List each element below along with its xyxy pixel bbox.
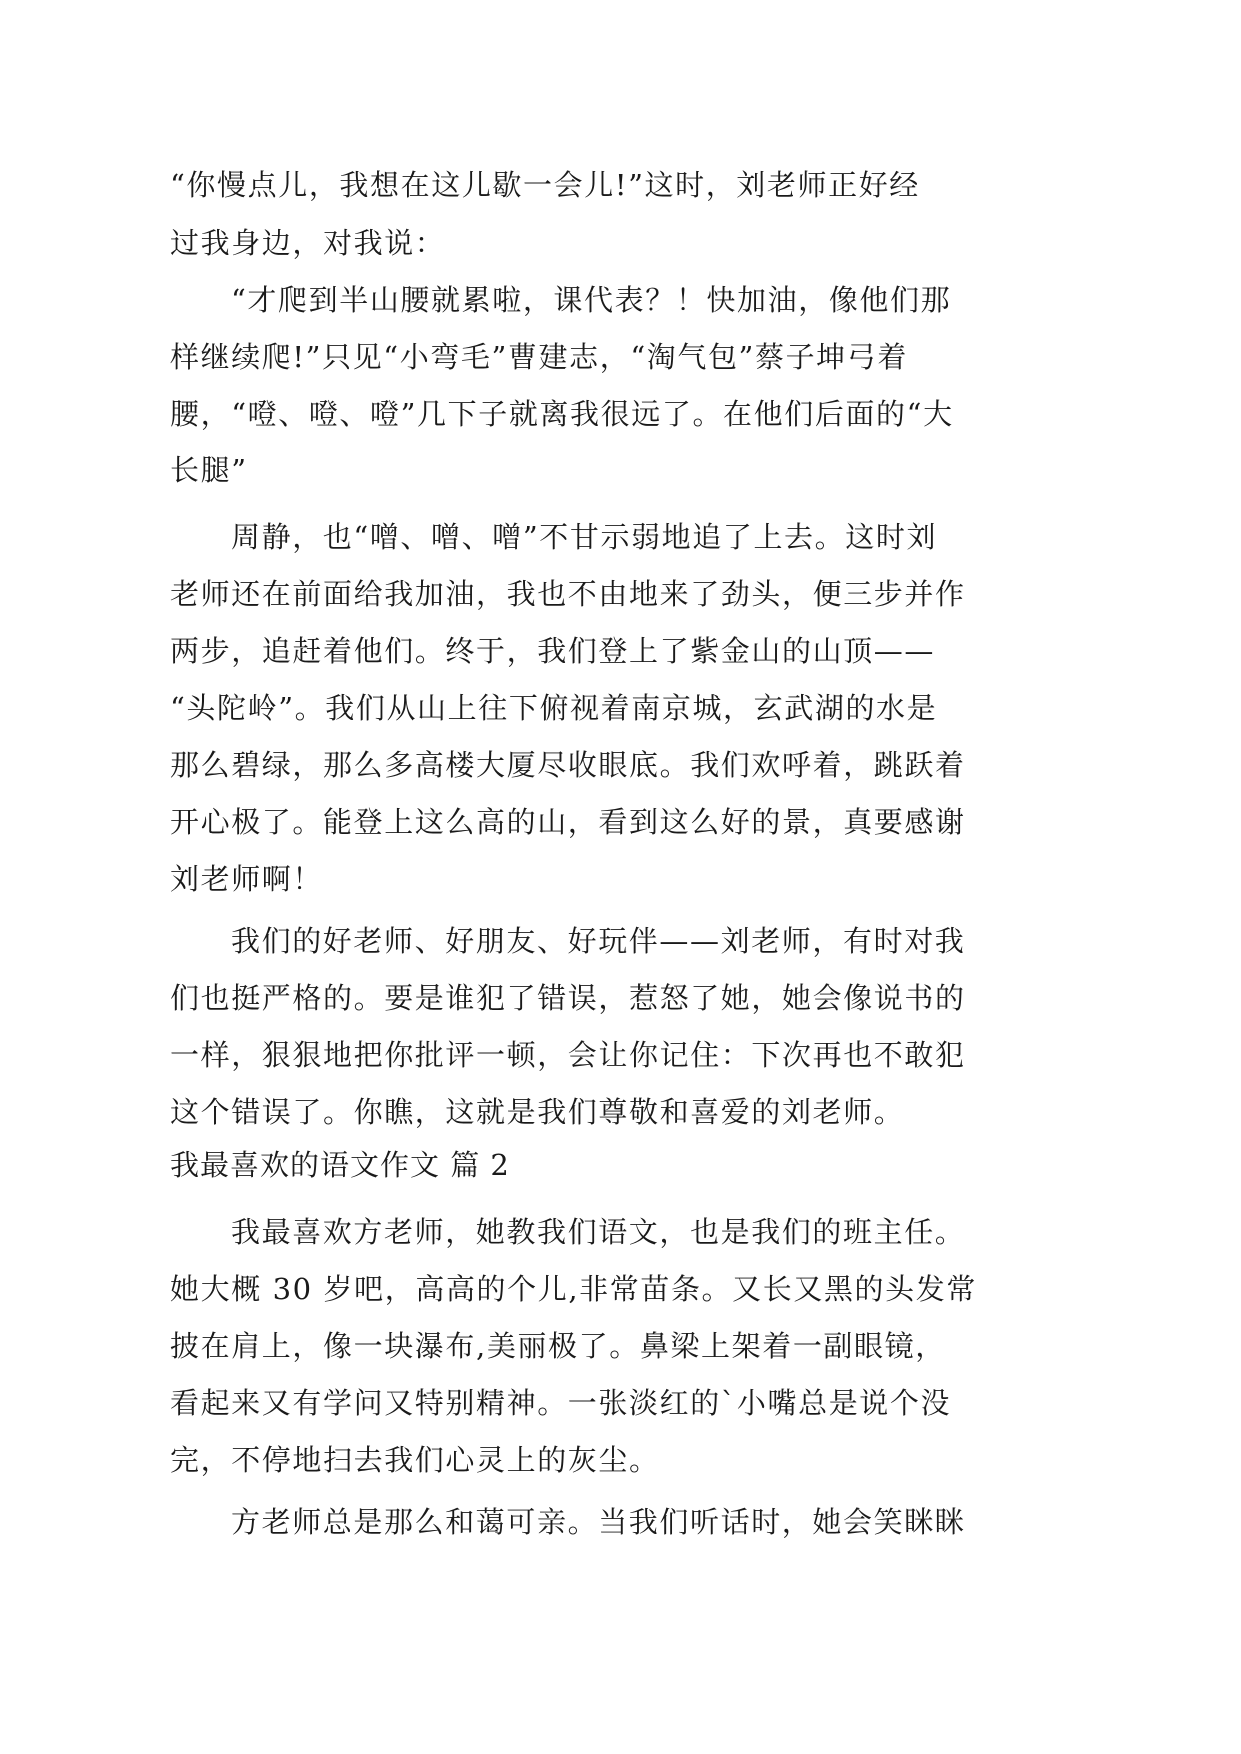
- text-line: 腰，“噔、噔、噔”几下子就离我很远了。在他们后面的“大: [170, 397, 954, 431]
- text-line: “头陀岭”。我们从山上往下俯视着南京城，玄武湖的水是: [170, 691, 938, 725]
- text-line: 一样，狠狠地把你批评一顿，会让你记住：下次再也不敢犯: [170, 1038, 966, 1072]
- paragraph-start-line: 我们的好老师、好朋友、好玩伴——刘老师，有时对我: [231, 924, 966, 958]
- text-line: 们也挺严格的。要是谁犯了错误，惹怒了她，她会像说书的: [170, 981, 966, 1015]
- text-line: 这个错误了。你瞧，这就是我们尊敬和喜爱的刘老师。: [170, 1095, 905, 1129]
- section-heading: 我最喜欢的语文作文 篇 2: [170, 1148, 510, 1182]
- text-line: 两步，追赶着他们。终于，我们登上了紫金山的山顶——: [170, 634, 936, 668]
- paragraph-start-line: 周静，也“噌、噌、噌”不甘示弱地追了上去。这时刘: [231, 520, 938, 554]
- paragraph-start-line: 我最喜欢方老师，她教我们语文，也是我们的班主任。: [231, 1215, 966, 1249]
- text-line: 刘老师啊！: [170, 862, 324, 896]
- text-line: 长腿”: [170, 453, 248, 487]
- text-line: 老师还在前面给我加油，我也不由地来了劲头，便三步并作: [170, 577, 966, 611]
- text-line: 她大概 30 岁吧，高高的个儿,非常苗条。又长又黑的头发常: [170, 1272, 977, 1306]
- text-line: 样继续爬!”只见“小弯毛”曹建志，“淘气包”蔡子坤弓着: [170, 340, 908, 374]
- paragraph-start-line: 方老师总是那么和蔼可亲。当我们听话时，她会笑眯眯: [231, 1505, 966, 1539]
- text-line: 过我身边，对我说：: [170, 226, 446, 260]
- text-line: “你慢点儿，我想在这儿歇一会儿!”这时，刘老师正好经: [170, 168, 920, 202]
- paragraph-start-line: “才爬到半山腰就累啦，课代表？！快加油，像他们那: [231, 283, 952, 317]
- text-line: 开心极了。能登上这么高的山，看到这么好的景，真要感谢: [170, 805, 966, 839]
- text-line: 披在肩上，像一块瀑布,美丽极了。鼻梁上架着一副眼镜，: [170, 1329, 946, 1363]
- text-line: 完，不停地扫去我们心灵上的灰尘。: [170, 1443, 660, 1477]
- text-line: 看起来又有学问又特别精神。一张淡红的`小嘴总是说个没: [170, 1386, 952, 1420]
- text-line: 那么碧绿，那么多高楼大厦尽收眼底。我们欢呼着，跳跃着: [170, 748, 966, 782]
